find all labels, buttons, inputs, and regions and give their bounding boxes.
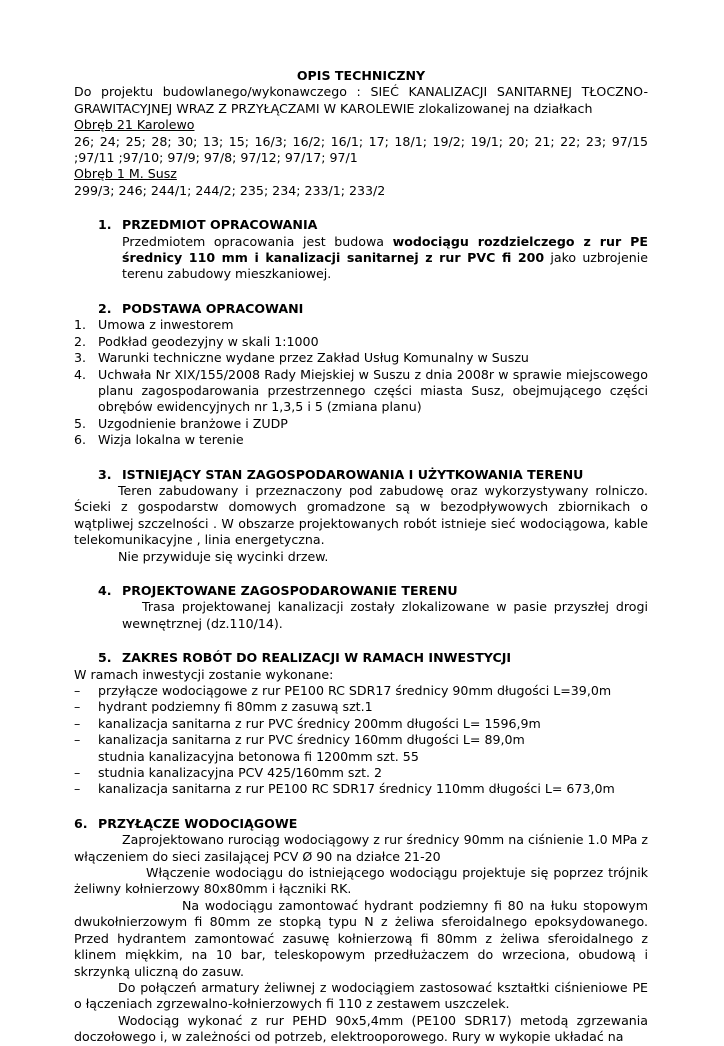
section-1-text-c: jako uzbrojenie terenu zabudowy mieszkaniowej. bbox=[122, 250, 648, 282]
section-1-number: 1. bbox=[98, 217, 112, 233]
section-5-heading: ZAKRES ROBÓT DO REALIZACJI W RAMACH INWESTYCJI bbox=[122, 650, 512, 666]
list-item bbox=[74, 765, 648, 781]
list-item bbox=[74, 781, 648, 797]
list-item-text: kanalizacja sanitarna z rur PVC średnicy 160mm długości L= 89,0m bbox=[98, 732, 525, 748]
list-item-text: przyłącze wodociągowe z rur PE100 RC SDR17 średnicy 90mm długości L=39,0m bbox=[98, 683, 612, 698]
section-4-paragraph: Trasa projektowanej kanalizacji zostały zlokalizowane w pasie przyszłej drogi wewnętrznej (dz.110/14). bbox=[122, 599, 648, 631]
list-item bbox=[74, 350, 648, 366]
list-dash: – bbox=[74, 765, 81, 781]
section-5 bbox=[74, 650, 648, 798]
list-item bbox=[74, 716, 648, 732]
list-dash: – bbox=[74, 781, 81, 797]
section-1-text bbox=[74, 234, 648, 283]
list-item bbox=[74, 334, 648, 350]
section-6 bbox=[74, 816, 648, 1046]
list-item-text: kanalizacja sanitarna z rur PE100 RC SDR17 średnicy 110mm długości L= 673,0m bbox=[98, 781, 615, 797]
section-2 bbox=[74, 301, 648, 449]
obreb-karolewo-parcels: 26; 24; 25; 28; 30; 13; 15; 16/3; 16/2; 16/1; 17; 18/1; 19/2; 19/1; 20; 21; 22; 23; 97/15 ;97/11 ;97/10; 97/9; 97/8; 97/12; 97/17; 97/1 bbox=[74, 133, 648, 166]
list-item-text: Uchwała Nr XIX/155/2008 Rady Miejskiej w Suszu z dnia 2008r w sprawie miejscowego planu zagospodarowania przestrzennego części miasta Susz, obejmującego części obrębów ewidencyjnych nr 1,3,5 i 5 (zmiana planu) bbox=[98, 366, 648, 415]
section-1-heading: PRZEDMIOT OPRACOWANIA bbox=[122, 217, 318, 233]
list-item bbox=[74, 317, 648, 333]
list-item-number: 2. bbox=[74, 333, 87, 349]
section-3-number: 3. bbox=[98, 466, 112, 482]
list-dash: – bbox=[74, 732, 81, 748]
list-item-text: Podkład geodezyjny w skali 1:1000 bbox=[98, 333, 319, 349]
list-dash bbox=[74, 749, 98, 765]
list-item bbox=[74, 367, 648, 416]
list-item-text: Uzgodnienie branżowe i ZUDP bbox=[98, 415, 288, 431]
section-4 bbox=[74, 583, 648, 632]
list-item-text: hydrant podziemny fi 80mm z zasuwą szt.1 bbox=[98, 699, 373, 715]
obreb-karolewo-label: Obręb 21 Karolewo bbox=[74, 117, 195, 133]
section-4-heading: PROJEKTOWANE ZAGOSPODAROWANIE TERENU bbox=[122, 582, 458, 598]
list-item-text: Warunki techniczne wydane przez Zakład Usług Komunalny w Suszu bbox=[98, 350, 529, 366]
list-item-text: Umowa z inwestorem bbox=[98, 317, 234, 333]
section-5-list bbox=[74, 683, 648, 798]
obreb-susz-parcels: 299/3; 246; 244/1; 244/2; 235; 234; 233/1; 233/2 bbox=[74, 182, 386, 198]
section-1-text-bold: wodociągu rozdzielczego z rur PE średnicy 110 mm i kanalizacji sanitarnej z rur PVC fi 200 bbox=[122, 233, 648, 266]
document-title: OPIS TECHNICZNY bbox=[296, 68, 426, 83]
section-6-paragraph-5: Wodociąg wykonać z rur PEHD 90x5,4mm (PE100 SDR17) metodą zgrzewania doczołowego i, w zależności od potrzeb, elektrooporowego. Rury w wykopie układać na bbox=[74, 1012, 648, 1045]
section-4-number: 4. bbox=[98, 582, 112, 598]
section-1 bbox=[74, 217, 648, 283]
section-6-paragraph-1: Zaprojektowano rurociąg wodociągowy z rur średnicy 90mm na ciśnienie 1.0 MPa z włączeniem do sieci zasilającej PCV Ø 90 na działce 21-20 bbox=[74, 832, 648, 864]
list-item-number: 4. bbox=[74, 366, 87, 382]
list-dash: – bbox=[74, 683, 81, 698]
section-6-paragraph-2: Włączenie wodociągu do istniejącego wodociągu projektuje się poprzez trójnik żeliwny kołnierzowy 80x80mm i łączniki RK. bbox=[74, 865, 648, 897]
intro-paragraph: Do projektu budowlanego/wykonawczego : SIEĆ KANALIZACJI SANITARNEJ TŁOCZNO-GRAWITACYJNEJ WRAZ Z PRZYŁĄCZAMI W KAROLEWIE zlokalizowanej na działkach bbox=[74, 84, 648, 116]
list-item bbox=[74, 732, 648, 748]
list-item-text: kanalizacja sanitarna z rur PVC średnicy 200mm długości L= 1596,9m bbox=[98, 715, 541, 731]
list-item-text: studnia kanalizacyjna PCV 425/160mm szt. 2 bbox=[98, 765, 383, 781]
section-5-lead: W ramach inwestycji zostanie wykonane: bbox=[74, 666, 334, 682]
list-item bbox=[74, 749, 648, 765]
section-6-heading: PRZYŁĄCZE WODOCIĄGOWE bbox=[98, 815, 298, 831]
section-2-number: 2. bbox=[98, 300, 112, 316]
list-item-number: 6. bbox=[74, 432, 87, 448]
section-2-heading: PODSTAWA OPRACOWANI bbox=[122, 300, 304, 316]
list-item-number: 3. bbox=[74, 350, 87, 366]
list-dash: – bbox=[74, 699, 81, 715]
list-item-number: 1. bbox=[74, 317, 87, 333]
list-item bbox=[74, 416, 648, 432]
section-5-number: 5. bbox=[98, 650, 112, 666]
list-item-number: 5. bbox=[74, 415, 87, 431]
section-6-number: 6. bbox=[74, 815, 88, 831]
section-3-paragraph-1: Teren zabudowany i przeznaczony pod zabudowę oraz wykorzystywany rolniczo. Ścieki z gospodarstw domowych gromadzone są w bezodpływowych zbiornikach o wątpliwej szczelności . W obszarze projektowanych robót istnieje sieć wodociągowa, kable telekomunikacyjne , linia energetyczna. bbox=[74, 482, 648, 548]
list-item-text: Wizja lokalna w terenie bbox=[98, 432, 244, 448]
section-1-text-a: Przedmiotem opracowania jest budowa bbox=[122, 233, 393, 249]
list-dash: – bbox=[74, 715, 81, 731]
list-item bbox=[74, 432, 648, 448]
list-item bbox=[74, 699, 648, 715]
section-6-paragraph-3: Na wodociągu zamontować hydrant podziemny fi 80 na łuku stopowym dwukołnierzowym fi 80mm ze stopką typu N z żeliwa sferoidalnego epoksydowanego. Przed hydrantem zamontować zasuwę kołnierzową fi 80mm z żeliwa sferoidalnego z klinem miękkim, na 10 bar, teleskopowym przedłużaczem do wrzeciona, obudową i skrzynką uliczną do zasuw. bbox=[74, 897, 648, 979]
section-2-list bbox=[74, 317, 648, 448]
section-3 bbox=[74, 467, 648, 565]
list-item-text: studnia kanalizacyjna betonowa fi 1200mm szt. 55 bbox=[98, 748, 419, 764]
list-item bbox=[74, 683, 648, 699]
section-3-heading: ISTNIEJĄCY STAN ZAGOSPODAROWANIA I UŻYTKOWANIA TERENU bbox=[122, 466, 584, 482]
obreb-susz-label: Obręb 1 M. Susz bbox=[74, 166, 177, 182]
section-6-paragraph-4: Do połączeń armatury żeliwnej z wodociągiem zastosować kształtki ciśnieniowe PE o łączeniach zgrzewalno-kołnierzowych fi 110 z zestawem uszczelek. bbox=[74, 979, 648, 1012]
section-3-paragraph-2: Nie przywiduje się wycinki drzew. bbox=[118, 548, 329, 564]
